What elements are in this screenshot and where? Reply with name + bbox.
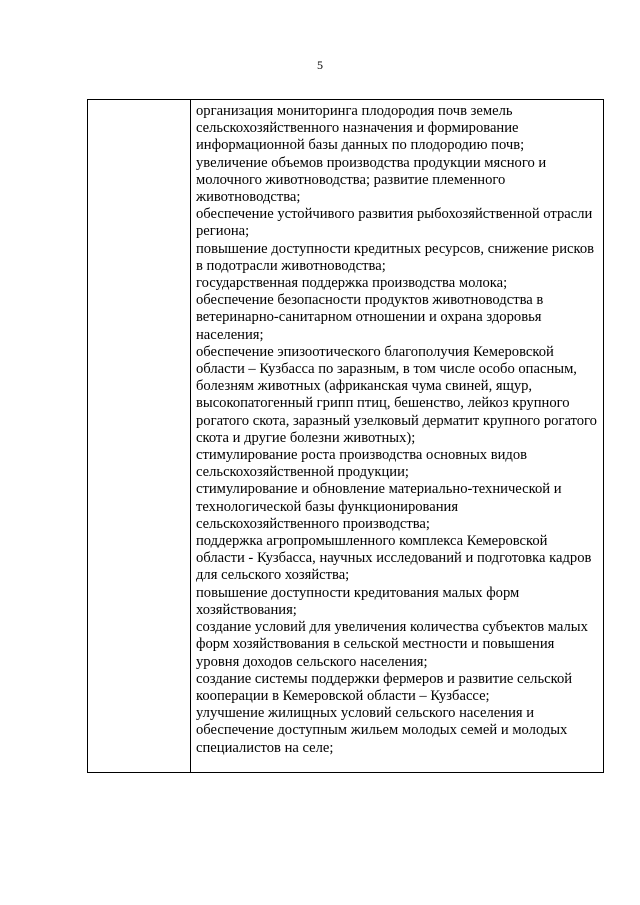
list-item: создание системы поддержки фермеров и развитие сельской кооперации в Кемеровской области – Кузбассе; — [196, 670, 573, 704]
document-table — [87, 99, 604, 773]
list-item: стимулирование и обновление материально-технической и технологической базы функционирования сельскохозяйственного производства; — [196, 481, 562, 532]
table-left-cell — [88, 100, 191, 772]
list-item: создание условий для увеличения количества субъектов малых форм хозяйствования в сельской местности и повышения уровня доходов сельского населения; — [196, 619, 588, 670]
page-number: 5 — [317, 58, 323, 72]
list-item: повышение доступности кредитных ресурсов, снижение рисков в подотрасли животноводства; — [196, 240, 595, 274]
list-item: увеличение объемов производства продукции мясного и молочного животноводства; развитие племенного животноводства; — [196, 154, 547, 206]
table-right-cell — [191, 100, 603, 772]
list-item: поддержка агропромышленного комплекса Кемеровской области - Кузбасса, научных исследований и подготовка кадров для сельского хозяйства; — [196, 533, 592, 584]
list-item: государственная поддержка производства молока; — [196, 275, 508, 292]
list-item: улучшение жилищных условий сельского населения и обеспечение доступным жильем молодых семей и молодых специалистов на селе; — [196, 705, 568, 756]
list-item: организация мониторинга плодородия почв земель сельскохозяйственного назначения и формирование информационной базы данных по плодородию почв; — [196, 103, 525, 154]
list-item: обеспечение безопасности продуктов животноводства в ветеринарно-санитарном отношении и охрана здоровья населения; — [196, 292, 544, 343]
list-item: обеспечение устойчивого развития рыбохозяйственной отрасли региона; — [196, 206, 593, 240]
list-item: повышение доступности кредитования малых форм хозяйствования; — [196, 584, 520, 618]
list-item: стимулирование роста производства основных видов сельскохозяйственной продукции; — [196, 447, 528, 481]
list-item: обеспечение эпизоотического благополучия Кемеровской области – Кузбасса по заразным, в том числе особо опасным, болезням животных (африканская чума свиней, ящур, высокопатогенный грипп птиц, бешенство, лейкоз крупного рогатого скота, заразный узелковый дерматит крупного рогатого скота и другие болезни животных); — [196, 343, 597, 446]
